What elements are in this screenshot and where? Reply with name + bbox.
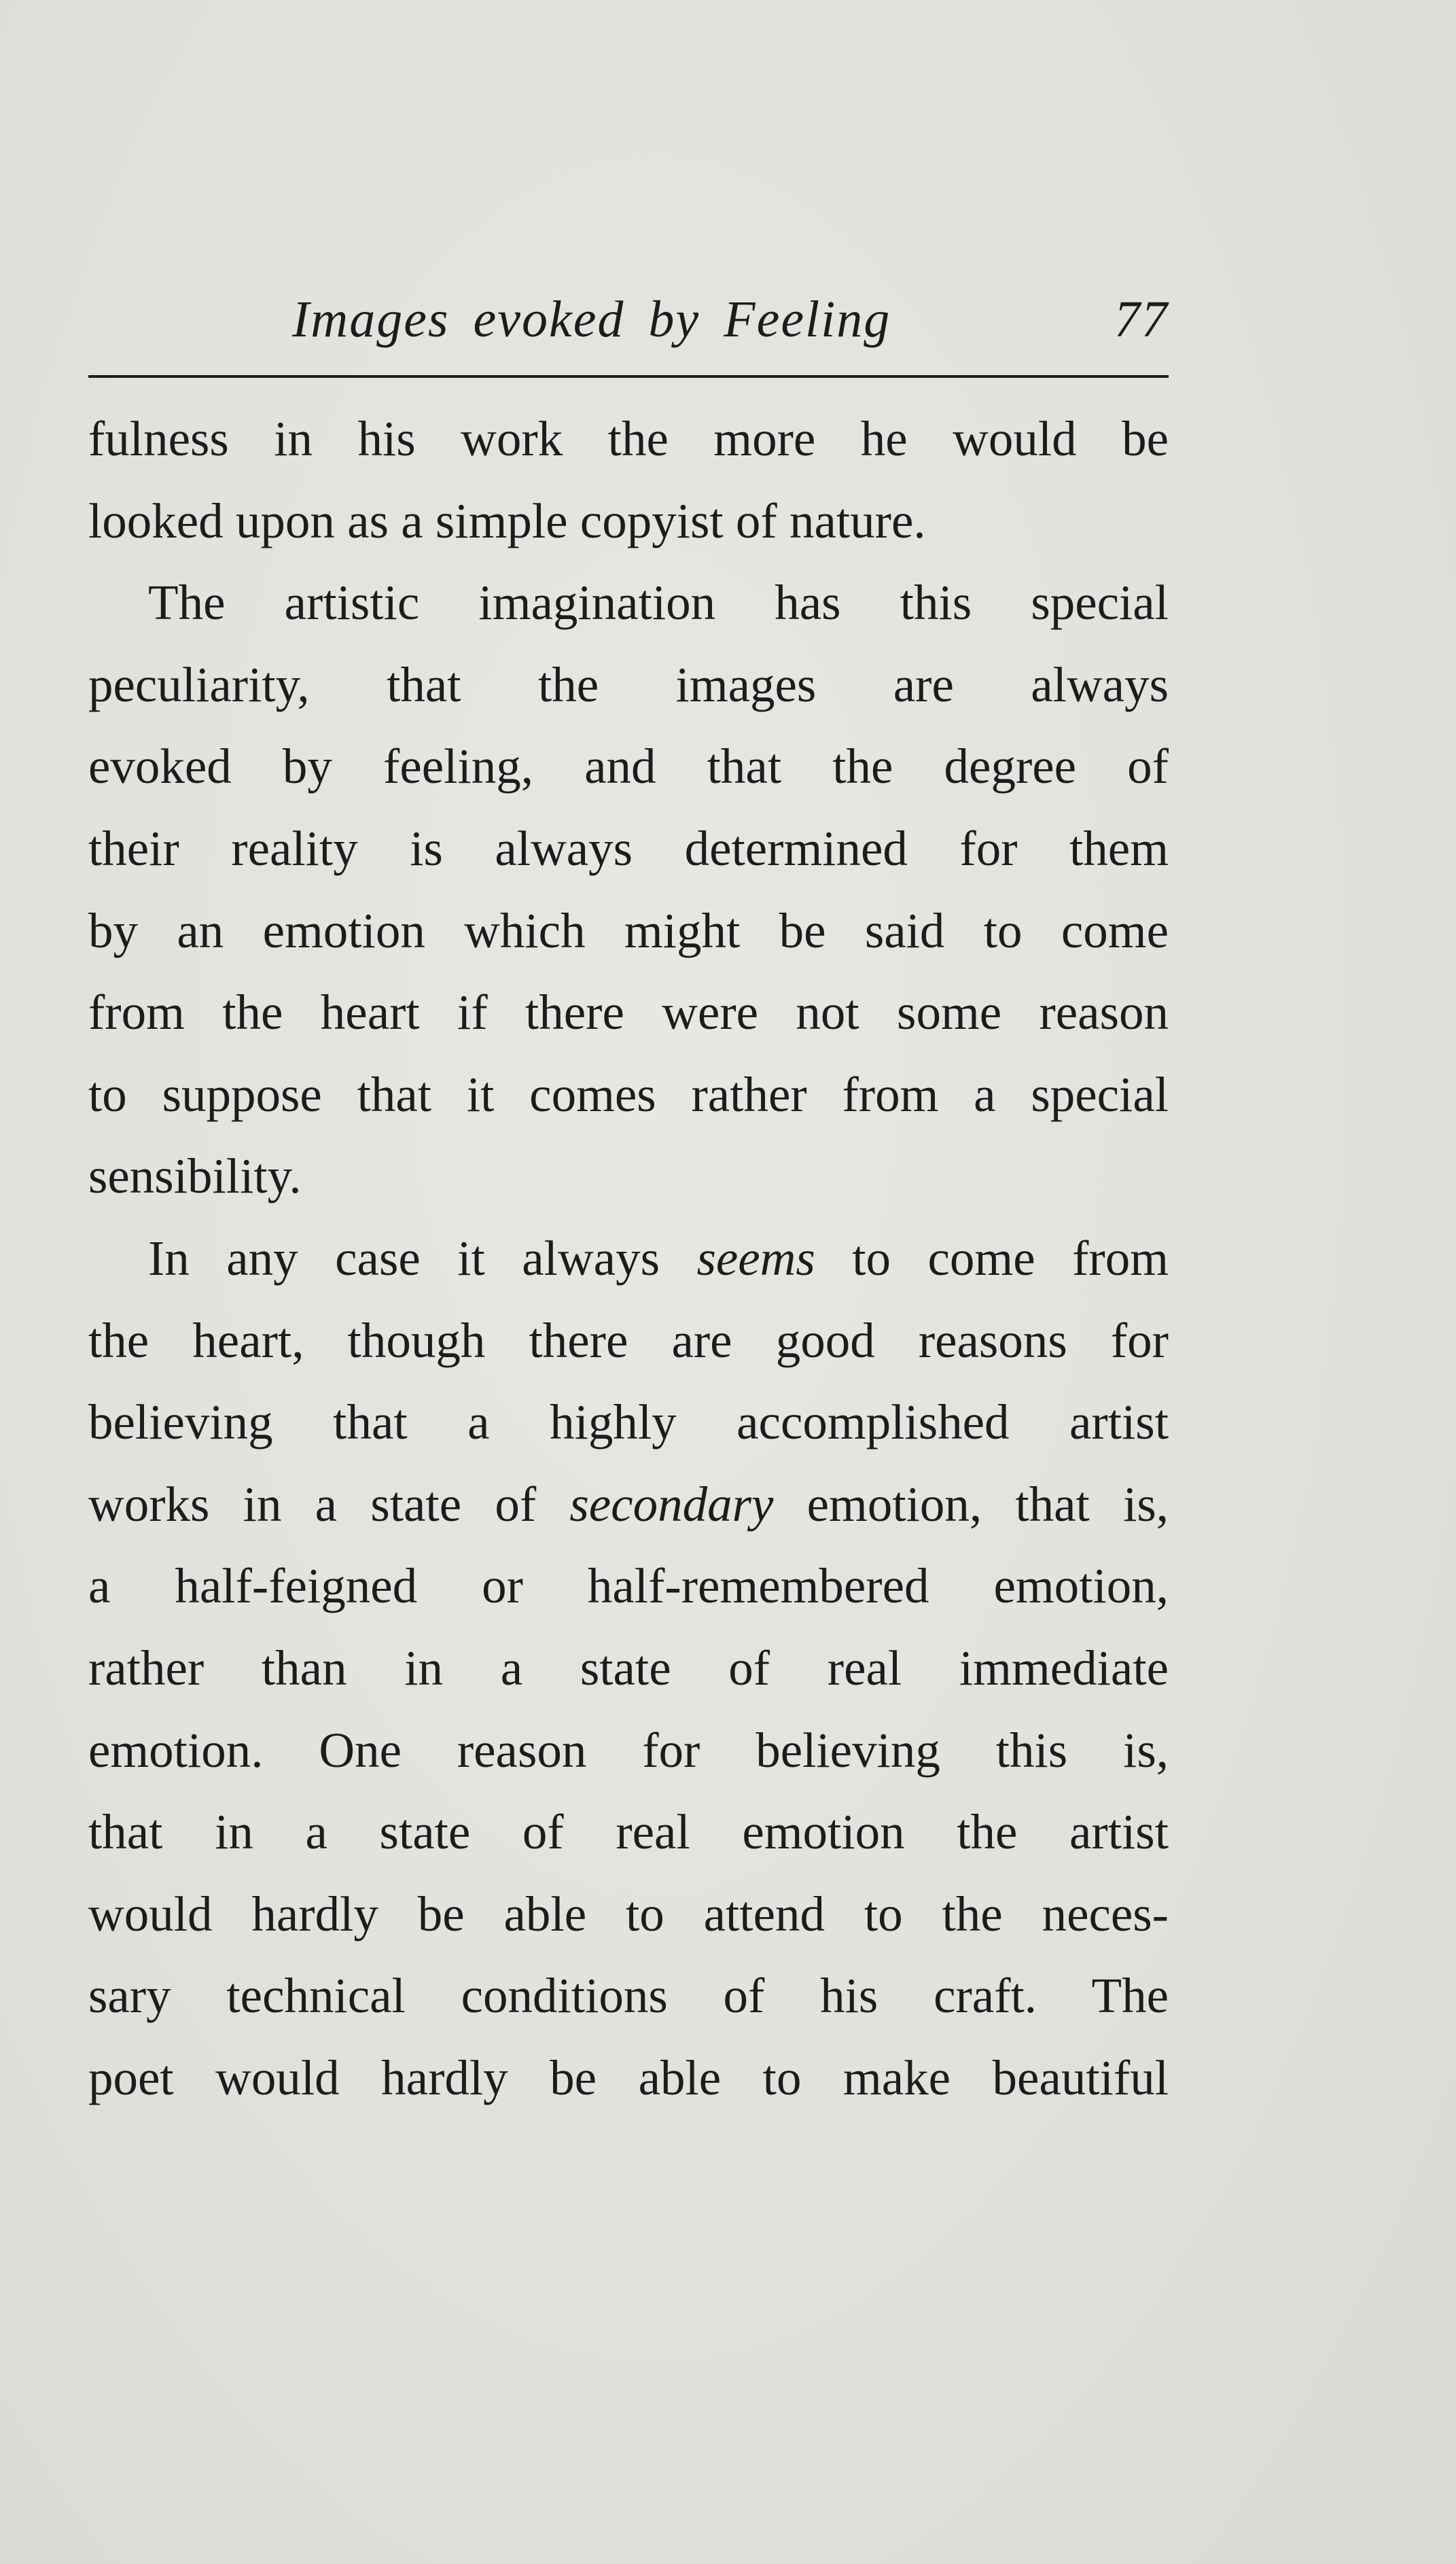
text-line: the heart, though there are good reasons for xyxy=(88,1312,1169,1368)
header-rule xyxy=(88,375,1169,378)
text-line: sensibility. xyxy=(88,1148,302,1204)
text-line: believing that a highly accomplished artist xyxy=(88,1394,1169,1450)
text-line: looked upon as a simple copyist of nature. xyxy=(88,493,926,548)
text-line: their reality is always determined for them xyxy=(88,820,1169,876)
text-line: evoked by feeling, and that the degree of xyxy=(88,739,1169,794)
text-line: would hardly be able to attend to the neces- xyxy=(88,1886,1169,1942)
text-line: to suppose that it comes rather from a special xyxy=(88,1066,1169,1122)
text-line: by an emotion which might be said to come xyxy=(88,902,1169,958)
running-title: Images evoked by Feeling xyxy=(292,291,891,348)
text-line: a half-feigned or half-remembered emotion, xyxy=(88,1558,1169,1614)
text-line: from the heart if there were not some reason xyxy=(88,985,1169,1040)
body-text xyxy=(88,398,1169,2119)
italic-emphasis: seems xyxy=(696,1230,815,1286)
text-line: sary technical conditions of his craft. The xyxy=(88,1968,1169,2024)
running-head xyxy=(88,285,1169,381)
page-number: 77 xyxy=(1114,291,1169,348)
text-line: poet would hardly be able to make beautiful xyxy=(88,2050,1169,2105)
text-line: peculiarity, that the images are always xyxy=(88,656,1169,712)
text-line: works in a state of secondary emotion, that is, xyxy=(88,1476,1169,1532)
text-line: that in a state of real emotion the artist xyxy=(88,1804,1169,1860)
text-line: The artistic imagination has this special xyxy=(148,575,1169,631)
text-line: In any case it always seems to come from xyxy=(148,1230,1169,1286)
text-line: fulness in his work the more he would be xyxy=(88,411,1169,466)
text-line: rather than in a state of real immediate xyxy=(88,1640,1169,1696)
italic-emphasis: secondary xyxy=(569,1476,774,1532)
text-line: emotion. One reason for believing this is, xyxy=(88,1722,1169,1778)
